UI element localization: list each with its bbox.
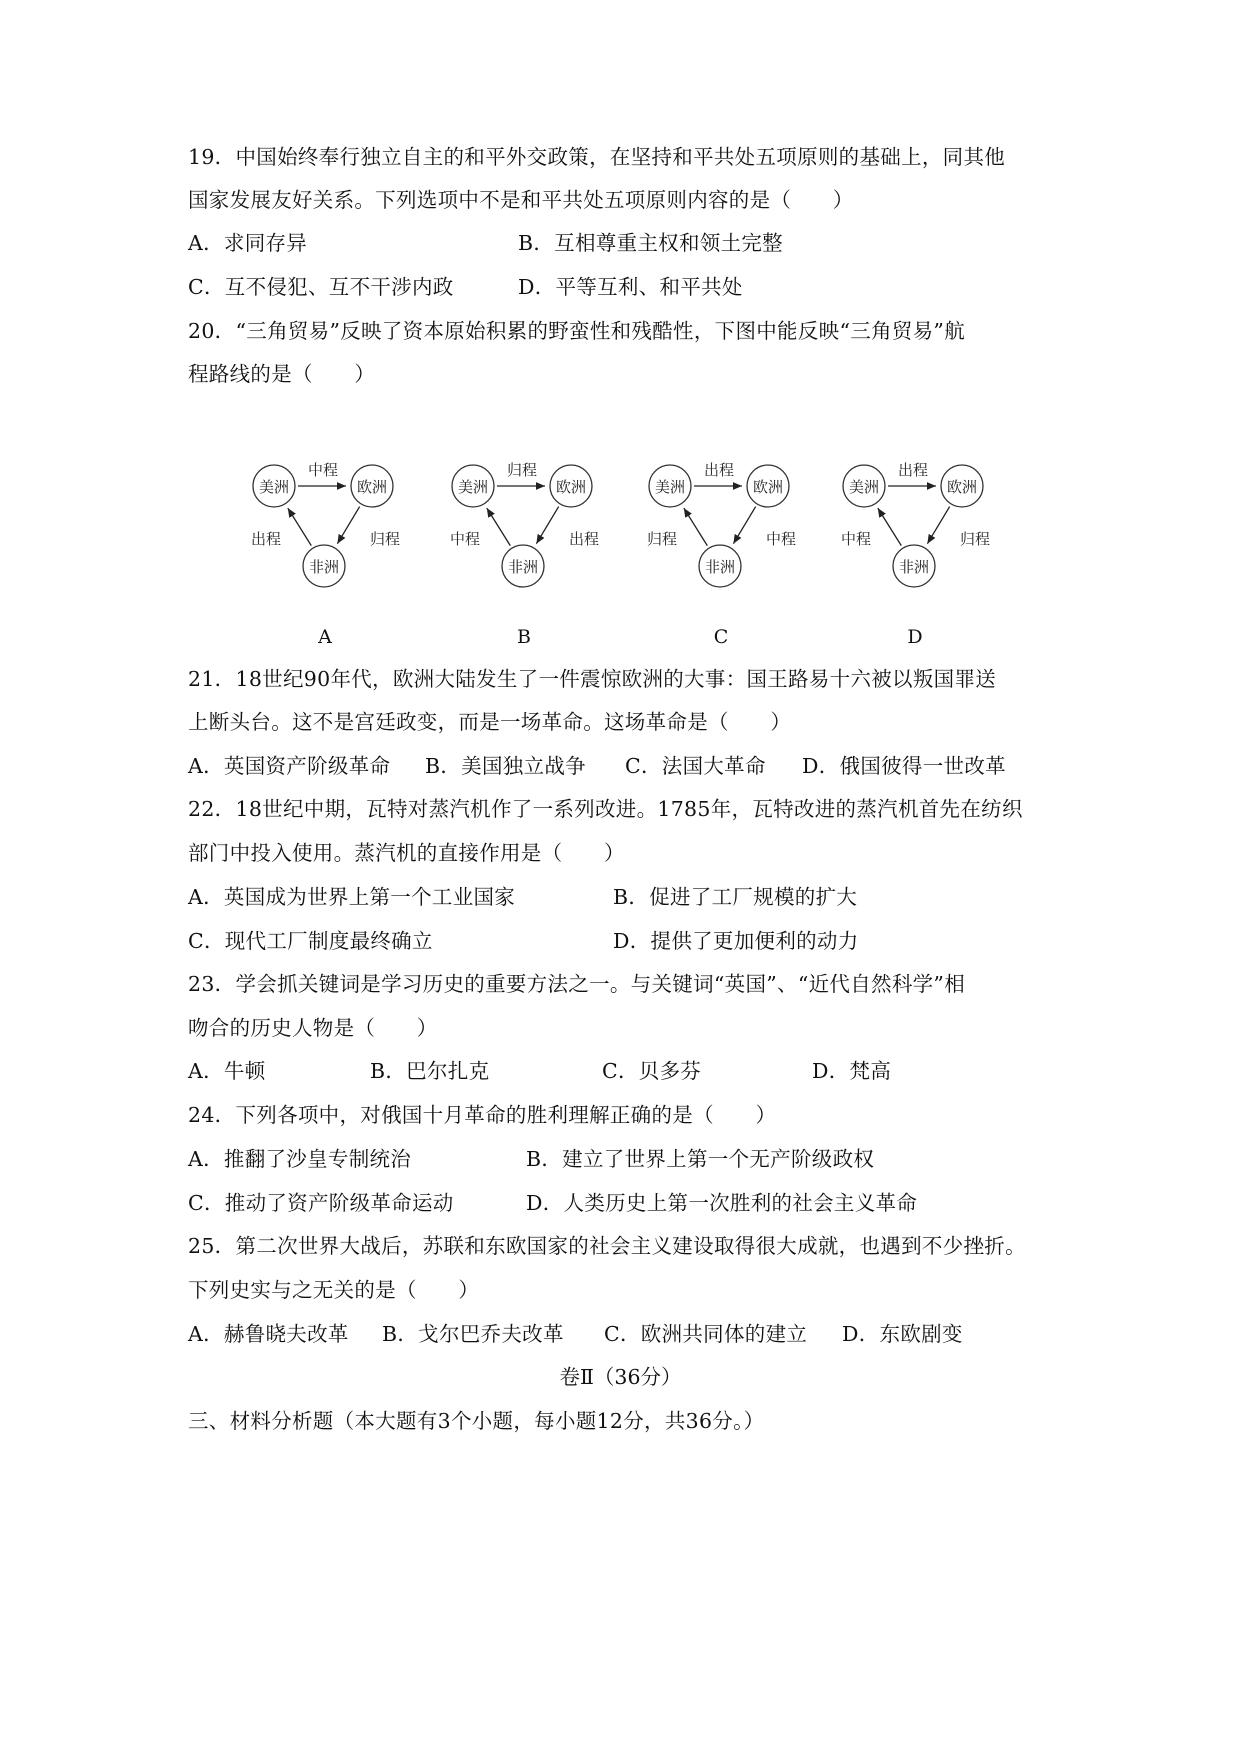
arrow-right [337,507,359,544]
q22-option-d: D．提供了更加便利的动力 [613,929,859,953]
q22-option-a: A．英国成为世界上第一个工业国家 [188,885,516,909]
arrow-left [684,508,708,546]
node-label-right: 欧洲 [752,478,784,496]
node-label-left: 美洲 [258,478,290,496]
q23-option-b: B．巴尔扎克 [370,1059,490,1083]
q25-option-b: B．戈尔巴乔夫改革 [382,1322,564,1346]
q25-option-c: C．欧洲共同体的建立 [604,1322,808,1346]
q19-stem-line-1: 19．中国始终奉行独立自主的和平外交政策，在坚持和平共处五项原则的基础上，同其他 [188,145,1006,169]
q23-stem-line-2: 吻合的历史人物是（ ） [188,1016,438,1040]
trade-diagram-svg [248,460,408,600]
edge-label-right: 归程 [369,530,401,548]
q19-option-d: D．平等互利、和平共处 [518,275,743,299]
diagram-option-label: A [318,626,332,648]
q19-option-c: C．互不侵犯、互不干涉内政 [188,275,454,299]
node-label-bottom: 非洲 [704,558,736,576]
trade-diagram-b [447,460,607,648]
q23-option-c: C．贝多芬 [602,1059,702,1083]
edge-label-top: 出程 [897,461,929,479]
q22-option-c: C．现代工厂制度最终确立 [188,929,433,953]
edge-label-left: 归程 [646,530,678,548]
arrow-left [878,508,902,546]
node-label-bottom: 非洲 [308,558,340,576]
q21-option-a: A．英国资产阶级革命 [188,754,391,778]
arrow-left [288,508,312,546]
q23-option-a: A．牛顿 [188,1059,266,1083]
q25-option-a: A．赫鲁晓夫改革 [188,1322,349,1346]
edge-label-left: 中程 [449,530,481,548]
q25-option-d: D．东欧剧变 [842,1322,963,1346]
q21-option-d: D．俄国彼得一世改革 [802,754,1006,778]
q20-stem-line-2: 程路线的是（ ） [188,362,376,386]
arrow-left [487,508,511,546]
q24-option-b: B．建立了世界上第一个无产阶级政权 [526,1147,875,1171]
q21-option-b: B．美国独立战争 [425,754,586,778]
arrow-right [536,507,558,544]
node-label-bottom: 非洲 [507,558,539,576]
edge-label-top: 出程 [703,461,735,479]
trade-diagram-svg [644,460,804,600]
trade-diagram-svg [838,460,998,600]
edge-label-right: 出程 [568,530,600,548]
arrow-right [927,507,949,544]
node-label-left: 美洲 [654,478,686,496]
trade-diagram-c [644,460,804,648]
section-title: 卷Ⅱ（36分） [559,1365,682,1389]
q20-stem-line-1: 20．“三角贸易”反映了资本原始积累的野蛮性和残酷性，下图中能反映“三角贸易”航 [188,319,966,343]
edge-label-right: 中程 [765,530,797,548]
edge-label-left: 中程 [840,530,872,548]
q23-option-d: D．梵高 [812,1059,892,1083]
q22-stem-line-1: 22．18世纪中期，瓦特对蒸汽机作了一系列改进。1785年，瓦特改进的蒸汽机首先在纺织 [188,797,1023,821]
node-label-left: 美洲 [457,478,489,496]
q21-stem-line-2: 上断头台。这不是宫廷政变，而是一场革命。这场革命是（ ） [188,710,792,734]
section-heading: 三、材料分析题（本大题有3个小题，每小题12分，共36分。） [188,1409,765,1433]
diagram-option-label: B [517,626,531,648]
q19-stem-line-2: 国家发展友好关系。下列选项中不是和平共处五项原则内容的是（ ） [188,188,854,212]
trade-diagram-d [838,460,998,648]
edge-label-top: 归程 [506,461,538,479]
q21-option-c: C．法国大革命 [625,754,766,778]
q24-option-c: C．推动了资产阶级革命运动 [188,1191,454,1215]
edge-label-left: 出程 [250,530,282,548]
q21-stem-line-1: 21．18世纪90年代，欧洲大陆发生了一件震惊欧洲的大事：国王路易十六被以叛国罪送 [188,667,997,691]
q19-option-b: B．互相尊重主权和领土完整 [518,231,783,255]
diagram-option-label: D [907,626,923,648]
q24-stem-line-1: 24．下列各项中，对俄国十月革命的胜利理解正确的是（ ） [188,1103,777,1127]
node-label-left: 美洲 [848,478,880,496]
node-label-right: 欧洲 [555,478,587,496]
arrow-right [733,507,755,544]
trade-diagram-svg [447,460,607,600]
q23-stem-line-1: 23．学会抓关键词是学习历史的重要方法之一。与关键词“英国”、“近代自然科学”相 [188,972,966,996]
q24-option-d: D．人类历史上第一次胜利的社会主义革命 [526,1191,918,1215]
edge-label-top: 中程 [307,461,339,479]
q19-option-a: A．求同存异 [188,231,308,255]
q22-stem-line-2: 部门中投入使用。蒸汽机的直接作用是（ ） [188,841,625,865]
q24-option-a: A．推翻了沙皇专制统治 [188,1147,412,1171]
q25-stem-line-1: 25．第二次世界大战后，苏联和东欧国家的社会主义建设取得很大成就，也遇到不少挫折。 [188,1234,1026,1258]
node-label-bottom: 非洲 [898,558,930,576]
q22-option-b: B．促进了工厂规模的扩大 [613,885,858,909]
q25-stem-line-2: 下列史实与之无关的是（ ） [188,1278,480,1302]
trade-diagram-a [248,460,408,648]
diagram-option-label: C [713,626,729,648]
node-label-right: 欧洲 [356,478,388,496]
edge-label-right: 归程 [959,530,991,548]
node-label-right: 欧洲 [946,478,978,496]
